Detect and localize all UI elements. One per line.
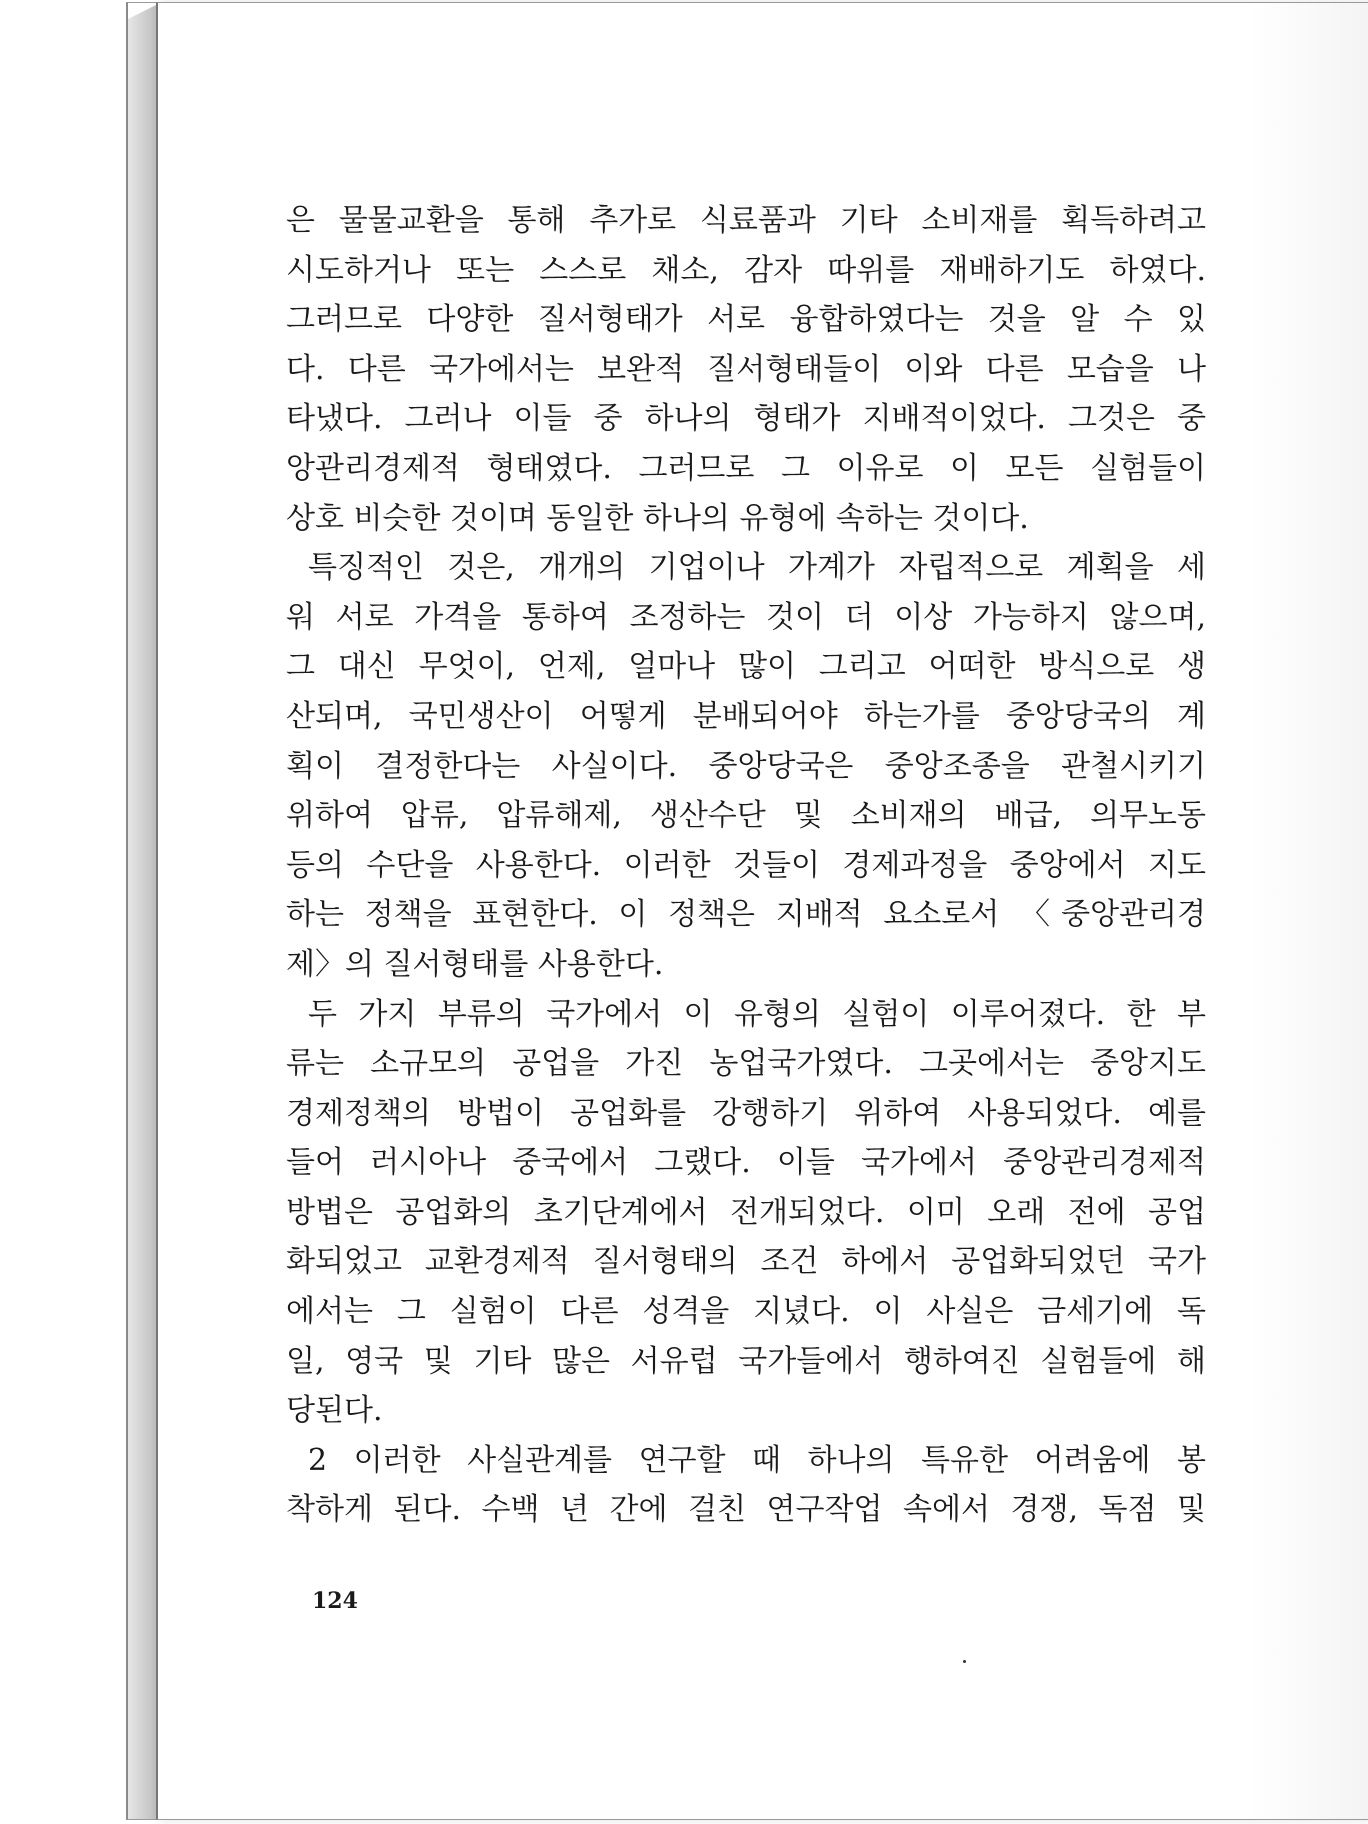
book-spine bbox=[126, 2, 158, 1820]
text-line: 하는 정책을 표현한다. 이 정책은 지배적 요소로서 〈중앙관리경 bbox=[286, 897, 1206, 933]
text-line: 에서는 그 실험이 다른 성격을 지녔다. 이 사실은 금세기에 독 bbox=[286, 1294, 1206, 1330]
text-line: 2 이러한 사실관계를 연구할 때 하나의 특유한 어려움에 봉 bbox=[308, 1442, 1206, 1478]
text-line: 획이 결정한다는 사실이다. 중앙당국은 중앙조종을 관철시키기 bbox=[286, 748, 1206, 784]
text-line: 두 가지 부류의 국가에서 이 유형의 실험이 이루어졌다. 한 부 bbox=[308, 996, 1206, 1032]
text-line: 시도하거나 또는 스스로 채소, 감자 따위를 재배하기도 하였다. bbox=[286, 252, 1206, 288]
text-line: 등의 수단을 사용한다. 이러한 것들이 경제과정을 중앙에서 지도 bbox=[286, 847, 1206, 883]
text-line: 착하게 된다. 수백 년 간에 걸친 연구작업 속에서 경쟁, 독점 및 bbox=[286, 1492, 1206, 1528]
text-line: 화되었고 교환경제적 질서형태의 조건 하에서 공업화되었던 국가 bbox=[286, 1244, 1206, 1280]
page-number: 124 bbox=[312, 1588, 358, 1614]
text-line: 특징적인 것은, 개개의 기업이나 가계가 자립적으로 계획을 세 bbox=[308, 550, 1206, 586]
text-line: 그 대신 무엇이, 언제, 얼마나 많이 그리고 어떠한 방식으로 생 bbox=[286, 649, 1206, 685]
text-line: 방법은 공업화의 초기단계에서 전개되었다. 이미 오래 전에 공업 bbox=[286, 1194, 1206, 1230]
text-line: 들어 러시아나 중국에서 그랬다. 이들 국가에서 중앙관리경제적 bbox=[286, 1145, 1206, 1181]
text-line: 앙관리경제적 형태였다. 그러므로 그 이유로 이 모든 실험들이 bbox=[286, 450, 1206, 486]
text-line: 그러므로 다양한 질서형태가 서로 융합하였다는 것을 알 수 있 bbox=[286, 302, 1206, 338]
text-line: 류는 소규모의 공업을 가진 농업국가였다. 그곳에서는 중앙지도 bbox=[286, 1046, 1206, 1082]
text-line: 당된다. bbox=[286, 1393, 383, 1429]
text-line: 다. 다른 국가에서는 보완적 질서형태들이 이와 다른 모습을 나 bbox=[286, 351, 1206, 387]
text-line: 일, 영국 및 기타 많은 서유럽 국가들에서 행하여진 실험들에 해 bbox=[286, 1343, 1206, 1379]
text-line: 제〉의 질서형태를 사용한다. bbox=[286, 946, 664, 982]
text-line: 상호 비슷한 것이며 동일한 하나의 유형에 속하는 것이다. bbox=[286, 500, 1029, 536]
text-line: 산되며, 국민생산이 어떻게 분배되어야 하는가를 중앙당국의 계 bbox=[286, 698, 1206, 734]
text-line: 위하여 압류, 압류해제, 생산수단 및 소비재의 배급, 의무노동 bbox=[286, 798, 1206, 834]
scan-speck bbox=[963, 1660, 966, 1663]
text-line: 타냈다. 그러나 이들 중 하나의 형태가 지배적이었다. 그것은 중 bbox=[286, 401, 1206, 437]
text-line: 은 물물교환을 통해 추가로 식료품과 기타 소비재를 획득하려고 bbox=[286, 203, 1206, 238]
text-line: 경제정책의 방법이 공업화를 강행하기 위하여 사용되었다. 예를 bbox=[286, 1095, 1206, 1131]
body-text bbox=[286, 196, 1206, 1535]
text-line: 워 서로 가격을 통하여 조정하는 것이 더 이상 가능하지 않으며, bbox=[286, 599, 1206, 635]
